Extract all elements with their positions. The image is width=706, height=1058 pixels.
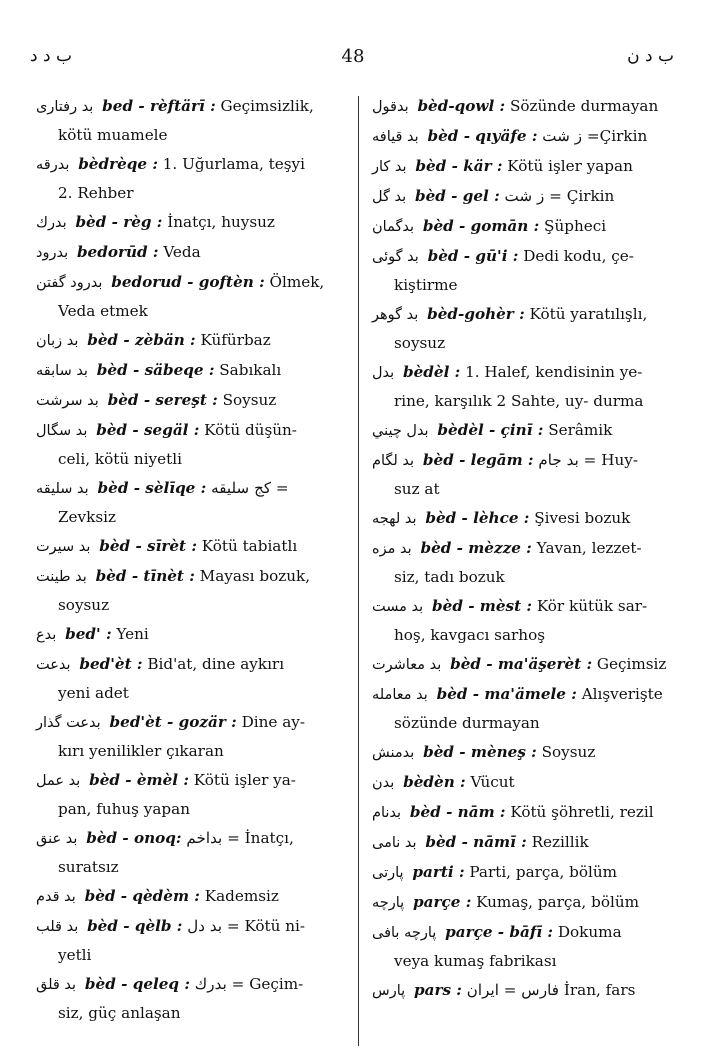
arabic-headword: بد گل [372, 189, 407, 205]
transliteration: bèd - gel : [414, 187, 500, 205]
definition: Dine ay- [241, 713, 305, 731]
definition-continuation: suz at [394, 480, 440, 498]
dictionary-entry [372, 182, 676, 211]
dictionary-entry [372, 828, 676, 857]
dictionary-entry [36, 708, 350, 765]
definition-continuation: veya kumaş fabrikası [394, 952, 557, 970]
arabic-headword: بد سرشت [36, 393, 99, 409]
dictionary-entry [372, 416, 676, 445]
transliteration: bèd - mèneş : [423, 743, 537, 761]
transliteration: bèd - legām : [422, 451, 534, 469]
transliteration: bèdrèqe : [78, 155, 158, 173]
dictionary-entry [372, 798, 676, 827]
transliteration: bèd - säbeqe : [96, 361, 215, 379]
definition: Küfürbaz [200, 331, 271, 349]
transliteration: bed'èt - gozär : [109, 713, 237, 731]
arabic-headword: بد سيرت [36, 539, 91, 555]
arabic-headword: بد عنق [36, 831, 78, 847]
definition: Ölmek, [269, 273, 325, 291]
definition: بد جام = Huy- [538, 451, 638, 469]
definition-continuation: yetli [58, 946, 92, 964]
dictionary-entry [372, 300, 676, 357]
arabic-headword: بد طينت [36, 569, 87, 585]
dictionary-entry [372, 446, 676, 503]
arabic-headword: بد گوهر [372, 307, 419, 323]
header-left-letters: ب د د [30, 46, 72, 66]
arabic-headword: پارچه [372, 895, 405, 911]
definition-continuation: celi, kötü niyetli [58, 450, 182, 468]
dictionary-entry [372, 976, 676, 1005]
definition: Sabıkalı [219, 361, 282, 379]
dictionary-entry [372, 122, 676, 151]
arabic-headword: بد سگال [36, 423, 88, 439]
dictionary-entry [36, 268, 350, 325]
arabic-headword: بد مزه [372, 541, 412, 557]
definition: İnatçı, huysuz [167, 213, 275, 231]
dictionary-entry [372, 152, 676, 181]
transliteration: bèd - ma'ämele : [436, 685, 577, 703]
dictionary-entry [36, 824, 350, 881]
definition: Kumaş, parça, bölüm [476, 893, 639, 911]
definition-continuation: siz, güç anlaşan [58, 1004, 181, 1022]
definition: Bid'at, dine aykırı [147, 655, 285, 673]
dictionary-entry [372, 768, 676, 797]
definition: 1. Uğurlama, teşyi [162, 155, 305, 173]
arabic-headword: بدرك [36, 215, 67, 231]
definition: Kör kütük sar- [536, 597, 648, 615]
dictionary-entry [36, 386, 350, 415]
arabic-headword: بد قيافه [372, 129, 419, 145]
arabic-headword: بدنام [372, 805, 402, 821]
transliteration: parçe : [413, 893, 472, 911]
dictionary-entry [36, 562, 350, 619]
definition: Kötü tabiatlı [201, 537, 298, 555]
dictionary-entry [372, 358, 676, 415]
definition-continuation: Veda etmek [58, 302, 148, 320]
arabic-headword: بد سابقه [36, 363, 88, 379]
transliteration: bèd - règ : [75, 213, 163, 231]
transliteration: pars : [413, 981, 462, 999]
definition: 1. Halef, kendisinin ye- [465, 363, 643, 381]
definition: Dedi kodu, çe- [523, 247, 634, 265]
definition-continuation: 2. Rehber [58, 184, 134, 202]
dictionary-entry [36, 970, 350, 1027]
dictionary-entry [372, 534, 676, 591]
arabic-headword: پارس [372, 983, 406, 999]
arabic-headword: بدرقه [36, 157, 70, 173]
definition-continuation: soysuz [394, 334, 446, 352]
transliteration: bèd - ma'äşerèt : [450, 655, 593, 673]
arabic-headword: بدع [36, 627, 57, 643]
transliteration: parçe - bāfī : [445, 923, 554, 941]
right-column [372, 92, 676, 1006]
transliteration: bèd - qeleq : [84, 975, 190, 993]
arabic-headword: بدعت [36, 657, 71, 673]
arabic-headword: بد لگام [372, 453, 415, 469]
transliteration: bèd - qèdèm : [84, 887, 200, 905]
transliteration: parti : [412, 863, 465, 881]
definition: Alışverişte [581, 685, 663, 703]
transliteration: bèd-qowl : [417, 97, 506, 115]
definition: Geçimsizlik, [220, 97, 314, 115]
transliteration: bed'èt : [79, 655, 143, 673]
transliteration: bed - rèftärī : [102, 97, 216, 115]
definition: بدرك = Geçim- [194, 975, 304, 993]
arabic-headword: پارچه بافی [372, 925, 437, 941]
transliteration: bed' : [65, 625, 112, 643]
dictionary-entry [372, 888, 676, 917]
transliteration: bèd - zèbän : [87, 331, 196, 349]
transliteration: bèd - nām : [409, 803, 506, 821]
dictionary-entry [36, 92, 350, 149]
dictionary-entry [372, 212, 676, 241]
arabic-headword: بد قلق [36, 977, 77, 993]
arabic-headword: بد معاشرت [372, 657, 442, 673]
definition-continuation: yeni adet [58, 684, 129, 702]
dictionary-entry [372, 592, 676, 649]
arabic-headword: بدل چيني [372, 423, 429, 439]
arabic-headword: بد مست [372, 599, 424, 615]
arabic-headword: بدل [372, 365, 395, 381]
arabic-headword: بد عمل [36, 773, 81, 789]
transliteration: bèd - sereşt : [107, 391, 218, 409]
dictionary-entry [372, 738, 676, 767]
transliteration: bèd - qèlb : [87, 917, 183, 935]
transliteration: bèdèn : [403, 773, 466, 791]
definition: Dokuma [557, 923, 622, 941]
transliteration: bèd - lèhce : [425, 509, 530, 527]
transliteration: bèd - sèlīqe : [97, 479, 207, 497]
arabic-headword: بد قدم [36, 889, 76, 905]
dictionary-entry [372, 680, 676, 737]
arabic-headword: بد كار [372, 159, 407, 175]
arabic-headword: بد لهجه [372, 511, 417, 527]
transliteration: bèd - sīrèt : [99, 537, 197, 555]
transliteration: bèd - segäl : [96, 421, 200, 439]
arabic-headword: بدگمان [372, 219, 414, 235]
page-header [0, 46, 706, 76]
arabic-headword: بد گوئی [372, 249, 419, 265]
arabic-headword: بد معامله [372, 687, 428, 703]
arabic-headword: بدقول [372, 99, 409, 115]
dictionary-entry [372, 650, 676, 679]
definition: Vücut [470, 773, 515, 791]
definition: Kötü işler ya- [193, 771, 296, 789]
dictionary-entry [36, 882, 350, 911]
definition: Kötü düşün- [204, 421, 297, 439]
dictionary-entry [36, 532, 350, 561]
transliteration: bedorud - goftèn : [111, 273, 265, 291]
transliteration: bèd - gū'i : [427, 247, 519, 265]
definition: Yavan, lezzet- [536, 539, 642, 557]
definition: Soysuz [222, 391, 277, 409]
dictionary-entry [36, 912, 350, 969]
dictionary-entry [36, 766, 350, 823]
dictionary-entry [372, 504, 676, 533]
arabic-headword: بد سليقه [36, 481, 89, 497]
definition: Şivesi bozuk [534, 509, 631, 527]
definition: Sözünde durmayan [509, 97, 659, 115]
definition-continuation: hoş, kavgacı sarhoş [394, 626, 546, 644]
definition: Kötü şöhretli, rezil [510, 803, 654, 821]
definition-continuation: sözünde durmayan [394, 714, 540, 732]
transliteration: bèdèl : [403, 363, 461, 381]
transliteration: bèd - qıyäfe : [427, 127, 538, 145]
transliteration: bèd - èmèl : [89, 771, 189, 789]
transliteration: bèd - onoq: [86, 829, 182, 847]
dictionary-entry [36, 326, 350, 355]
arabic-headword: بد قلب [36, 919, 79, 935]
header-right-letters: ب د ن [627, 46, 674, 66]
definition-continuation: siz, tadı bozuk [394, 568, 505, 586]
arabic-headword: بدن [372, 775, 395, 791]
definition: فارس = ايران İran, fars [466, 981, 636, 999]
arabic-headword: بدرود [36, 245, 69, 261]
definition: Kademsiz [204, 887, 279, 905]
transliteration: bèd - tīnèt : [95, 567, 195, 585]
definition-continuation: suratsız [58, 858, 119, 876]
definition-continuation: kötü muamele [58, 126, 168, 144]
definition-continuation: kiştirme [394, 276, 458, 294]
arabic-headword: بدعت گذار [36, 715, 101, 731]
dictionary-entry [372, 242, 676, 299]
page-number: 48 [341, 46, 365, 67]
dictionary-entry [372, 858, 676, 887]
definition: Serâmik [548, 421, 613, 439]
transliteration: bèd - mèzze : [420, 539, 532, 557]
definition-continuation: soysuz [58, 596, 110, 614]
definition: ز شت =Çirkin [542, 127, 648, 145]
definition: Soysuz [541, 743, 596, 761]
transliteration: bèd - mèst : [432, 597, 533, 615]
dictionary-entry [372, 918, 676, 975]
arabic-headword: پارتی [372, 865, 404, 881]
dictionary-entry [36, 356, 350, 385]
dictionary-entry [36, 150, 350, 207]
definition-continuation: kırı yenilikler çıkaran [58, 742, 224, 760]
arabic-headword: بدمنش [372, 745, 415, 761]
arabic-headword: بد رفتاری [36, 99, 94, 115]
dictionary-entry [36, 416, 350, 473]
definition: Rezillik [531, 833, 589, 851]
arabic-headword: بد نامی [372, 835, 417, 851]
transliteration: bèd - kär : [415, 157, 503, 175]
definition: Şüpheci [544, 217, 607, 235]
dictionary-entry [372, 92, 676, 121]
definition: بداخم = İnatçı, [186, 829, 294, 847]
transliteration: bedorūd : [76, 243, 159, 261]
definition: بد دل = Kötü ni- [187, 917, 306, 935]
definition: Mayası bozuk, [199, 567, 311, 585]
definition: Kötü işler yapan [507, 157, 633, 175]
transliteration: bèd-gohèr : [427, 305, 525, 323]
dictionary-entry [36, 238, 350, 267]
definition: Kötü yaratılışlı, [529, 305, 648, 323]
left-column [36, 92, 350, 1028]
arabic-headword: بدرود گفتن [36, 275, 103, 291]
definition: ز شت = Çirkin [504, 187, 615, 205]
transliteration: bèd - gomān : [422, 217, 540, 235]
dictionary-entry [36, 474, 350, 531]
definition-continuation: Zevksiz [58, 508, 116, 526]
dictionary-entry [36, 620, 350, 649]
definition: Parti, parça, bölüm [469, 863, 618, 881]
definition-continuation: pan, fuhuş yapan [58, 800, 190, 818]
transliteration: bèd - nāmī : [425, 833, 527, 851]
definition: Yeni [116, 625, 149, 643]
transliteration: bèdèl - çinī : [437, 421, 544, 439]
definition-continuation: rine, karşılık 2 Sahte, uy- durma [394, 392, 644, 410]
column-divider [358, 96, 359, 1046]
definition: Veda [163, 243, 201, 261]
definition: كج سليقه = [211, 479, 289, 497]
dictionary-entry [36, 650, 350, 707]
arabic-headword: بد زبان [36, 333, 79, 349]
definition: Geçimsiz [596, 655, 667, 673]
dictionary-entry [36, 208, 350, 237]
